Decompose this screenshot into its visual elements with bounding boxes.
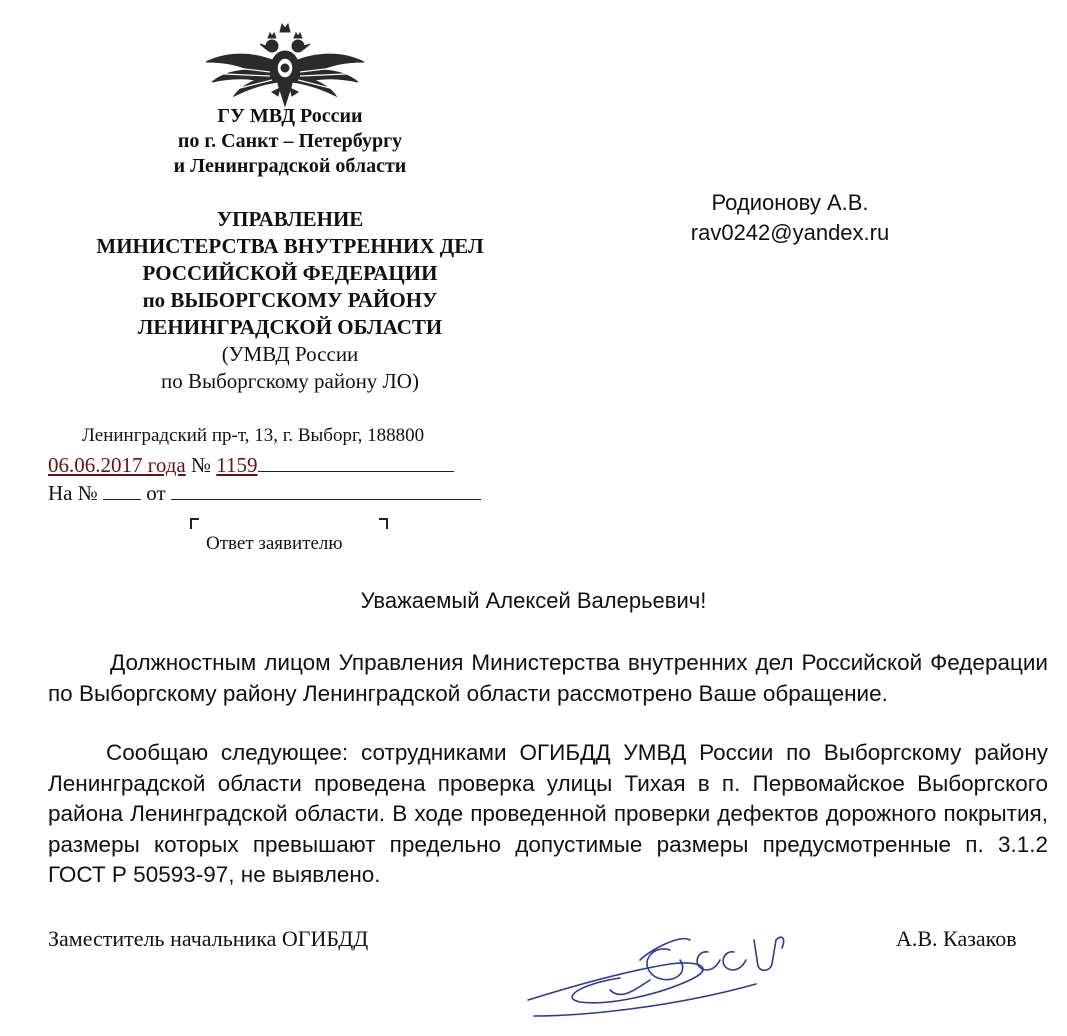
greeting: Уважаемый Алексей Валерьевич! xyxy=(360,588,707,613)
recipient-block xyxy=(640,188,940,248)
department-line: РОССИЙСКОЙ ФЕДЕРАЦИИ xyxy=(142,261,438,285)
number-label: № xyxy=(191,453,212,477)
short-name-line: (УМВД России xyxy=(221,342,359,366)
letter-subject: Ответ заявителю xyxy=(206,533,343,554)
number-underline xyxy=(258,451,454,472)
recipient-name: Родионову А.В. xyxy=(711,190,869,215)
short-name-line: по Выборгскому району ЛО) xyxy=(161,369,419,393)
department-line: ЛЕНИНГРАДСКОЙ ОБЛАСТИ xyxy=(137,315,443,339)
department-line: МИНИСТЕРСТВА ВНУТРЕННИХ ДЕЛ xyxy=(96,234,484,258)
agency-line: ГУ МВД России xyxy=(217,105,363,127)
handwritten-signature-icon xyxy=(520,920,800,1030)
department-address: Ленинградский пр-т, 13, г. Выборг, 188800 xyxy=(82,425,425,446)
ref-from: от xyxy=(146,481,166,505)
signer-name: А.В. Казаков xyxy=(896,926,1017,951)
ref-number-blank xyxy=(103,481,141,500)
ref-prefix: На № xyxy=(48,481,98,505)
reference-line xyxy=(48,481,481,506)
department-header xyxy=(40,206,540,395)
subject-corner-right xyxy=(379,518,388,529)
department-line: УПРАВЛЕНИЕ xyxy=(216,207,364,231)
registration-line xyxy=(48,451,454,478)
subject-corner-left xyxy=(190,518,199,529)
ref-date-blank xyxy=(171,481,481,500)
recipient-email: rav0242@yandex.ru xyxy=(690,220,890,245)
agency-line: по г. Санкт – Петербургу xyxy=(177,130,403,152)
agency-header xyxy=(40,104,540,179)
agency-line: и Ленинградской области xyxy=(173,155,407,177)
letter-number: 1159 xyxy=(216,453,258,477)
signer-role: Заместитель начальника ОГИБДД xyxy=(48,926,369,951)
department-line: по ВЫБОРГСКОМУ РАЙОНУ xyxy=(142,288,438,312)
double-headed-eagle-emblem-icon xyxy=(200,22,370,110)
letter-date: 06.06.2017 года xyxy=(48,453,186,477)
body-paragraph: Должностным лицом Управления Министерства внутренних дел Российской Федерации по Выборгскому району Ленинградской области рассмотрено Ваше обращение. xyxy=(48,650,1048,706)
body-paragraph: Сообщаю следующее: сотрудниками ОГИБДД УМВД России по Выборгскому району Ленинградской области проведена проверка улицы Тихая в п. Первомайское Выборгского района Ленинградской области. В ходе проведенной проверки дефектов дорожного покрытия, размеры которых превышают предельно допустимые размеры предусмотренные п. 3.1.2 ГОСТ Р 50593-97, не выявлено. xyxy=(48,740,1048,887)
